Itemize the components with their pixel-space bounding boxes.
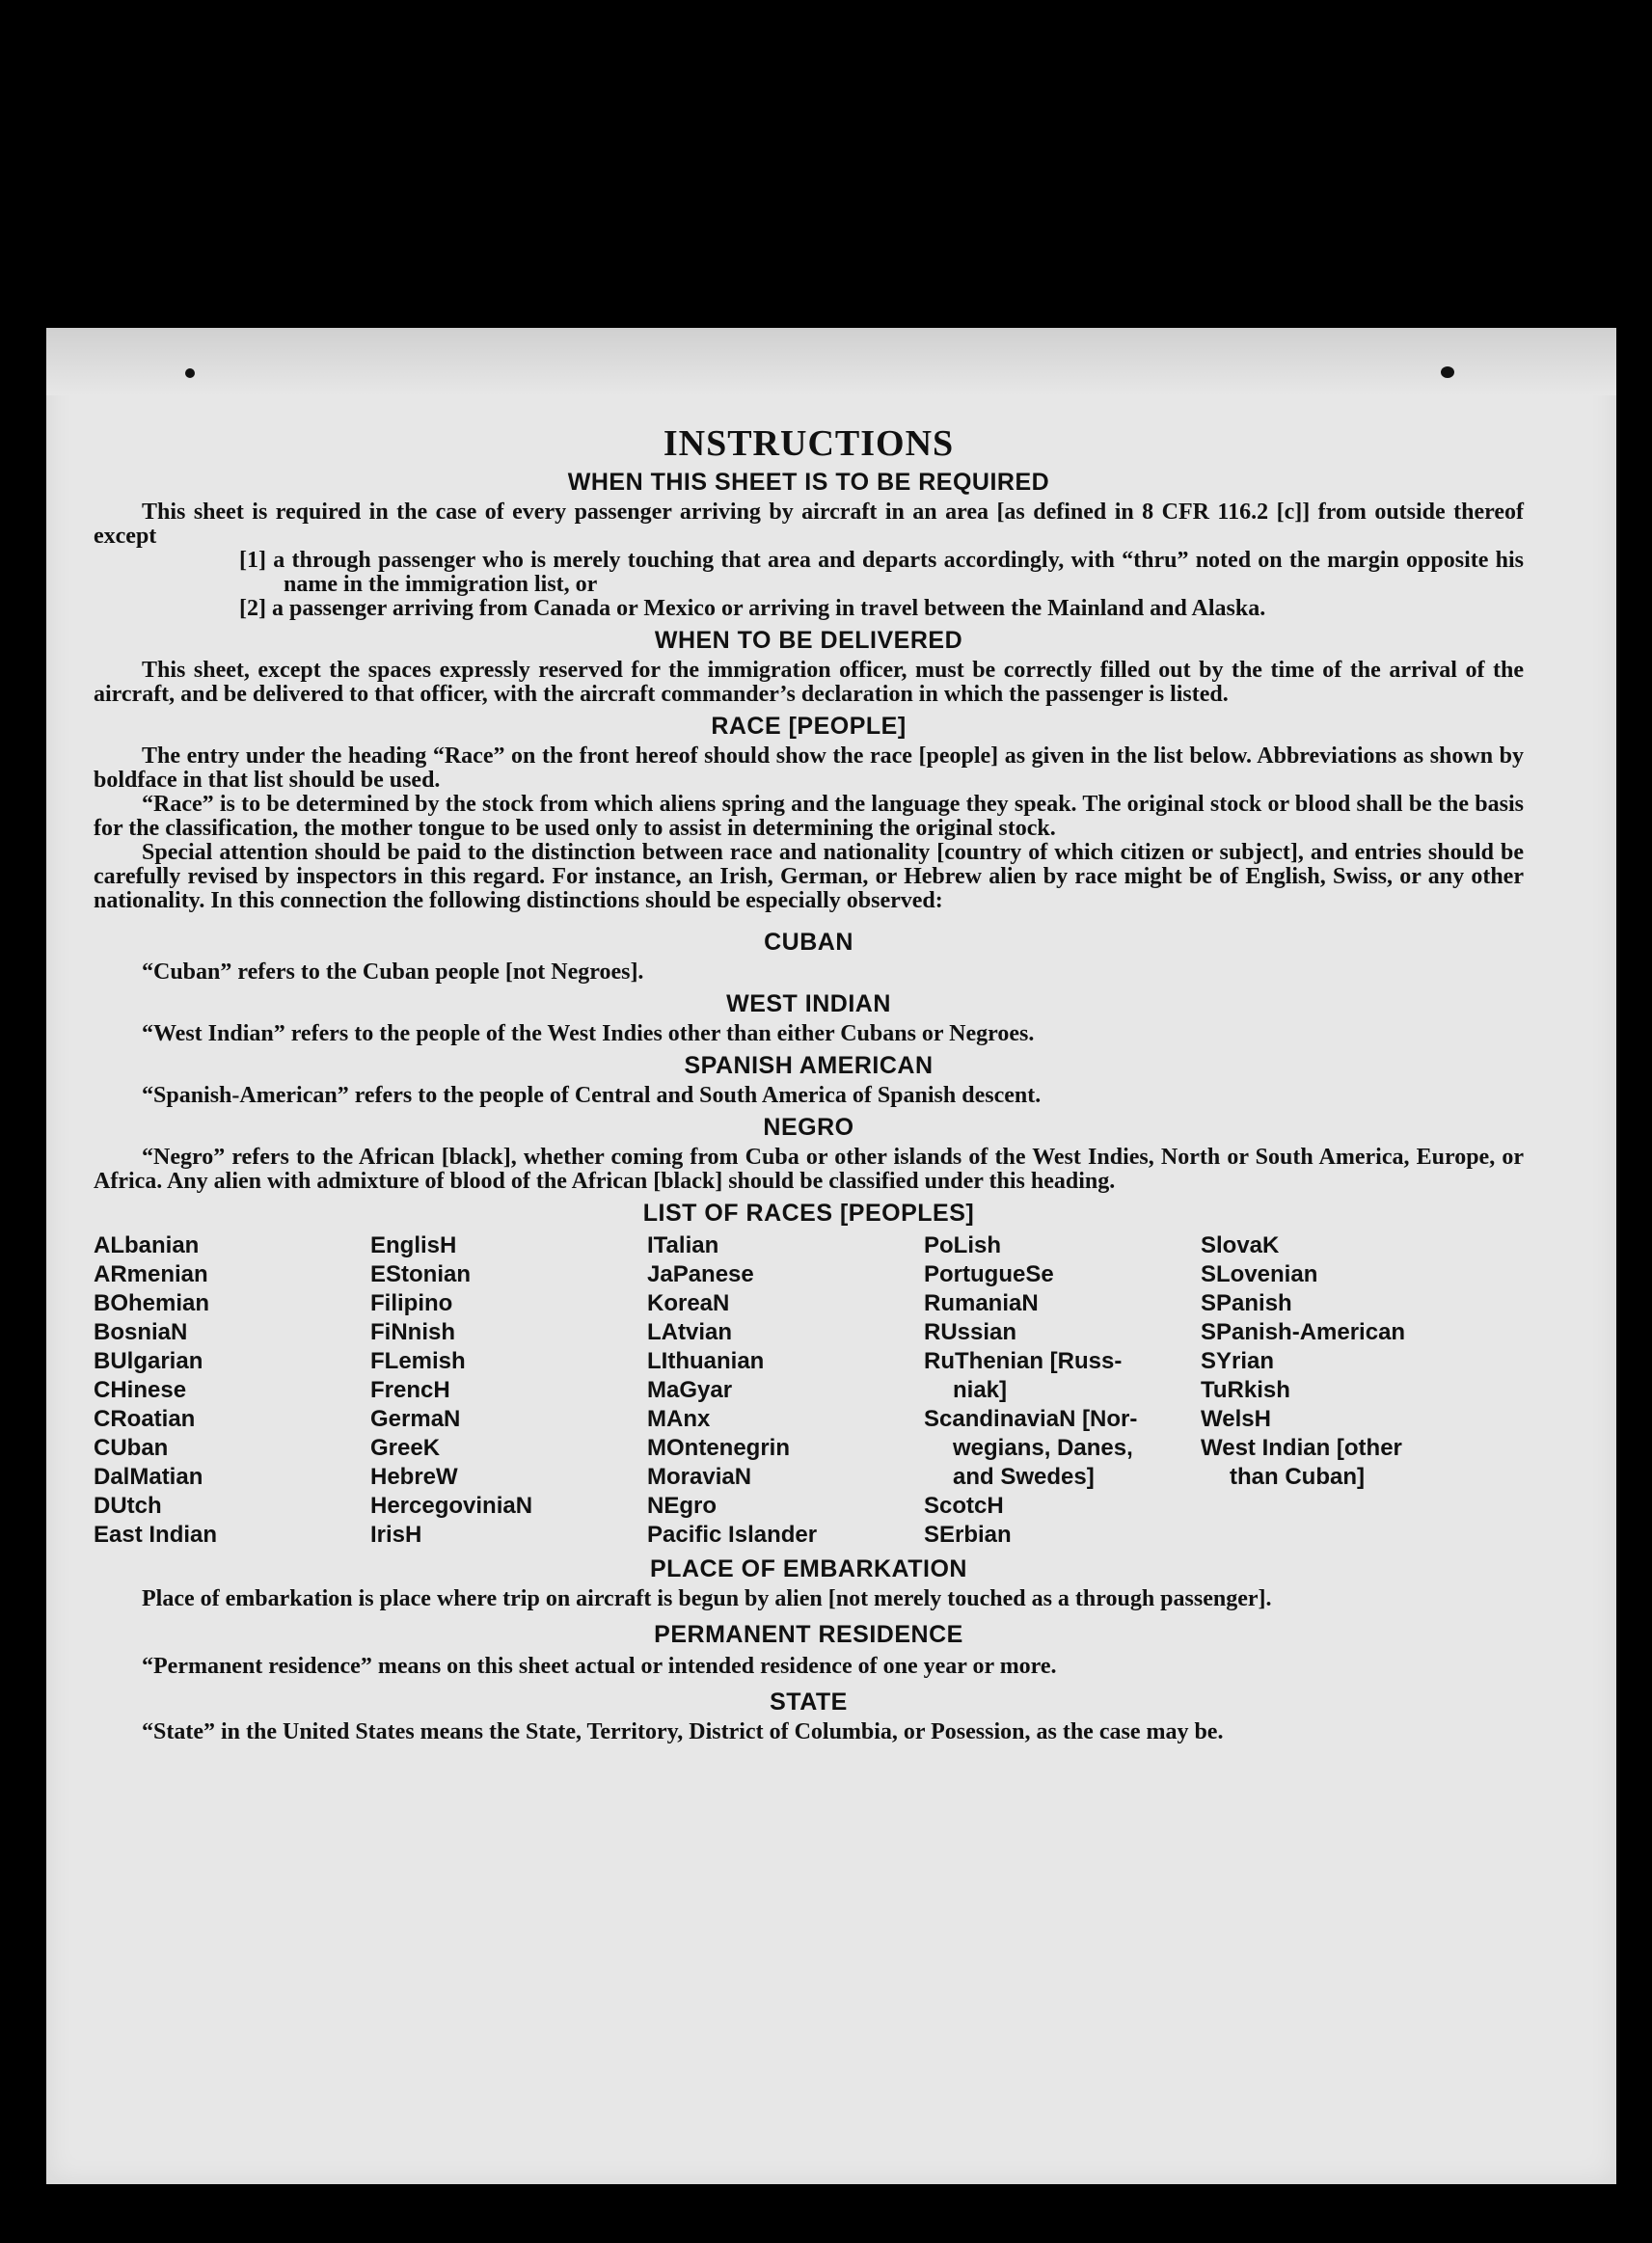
race-entry: CRoatian xyxy=(94,1406,196,1432)
race-paragraph-1: The entry under the heading “Race” on the front hereof should show the race [people] as given in the list below. Abbreviations as shown by boldface in that list should be used. xyxy=(94,743,1524,793)
race-entry: MoraviaN xyxy=(647,1464,752,1490)
race-paragraph-2: “Race” is to be determined by the stock from which aliens spring and the language they speak. The original stock or blood shall be the basis for the classification, the mother tongue to be used only to assist in determining the original stock. xyxy=(94,792,1524,841)
race-entry: WelsH xyxy=(1201,1406,1271,1432)
race-entry: SYrian xyxy=(1201,1348,1275,1374)
negro-text: “Negro” refers to the African [black], whether coming from Cuba or other islands of the West Indies, North or South America, Europe, or Africa. Any alien with admixture of blood of the African [black] should be classified under this heading. xyxy=(94,1145,1524,1194)
heading-race: RACE [PEOPLE] xyxy=(711,713,907,740)
heading-embarkation: PLACE OF EMBARKATION xyxy=(650,1555,967,1582)
race-entry: IrisH xyxy=(370,1522,422,1548)
race-paragraph-3: Special attention should be paid to the distinction between race and nationality [country of which citizen or subject], and entries should be carefully revised by inspectors in this regard. For instance, an Irish, German, or Hebrew alien by race might be of English, Swiss, or any other nationality. In this connection the following distinctions should be especially observed: xyxy=(94,840,1524,913)
race-entry: ScandinaviaN [Nor- xyxy=(924,1406,1138,1432)
instructions-content xyxy=(94,403,1524,1744)
races-column-5 xyxy=(1201,1231,1477,1550)
race-entry: SErbian xyxy=(924,1522,1012,1548)
race-entry: SLovenian xyxy=(1201,1261,1318,1287)
race-entry: ITalian xyxy=(647,1232,719,1258)
race-entry: ARmenian xyxy=(94,1261,208,1287)
races-column-2 xyxy=(370,1231,647,1550)
race-entry: GreeK xyxy=(370,1435,441,1461)
staple-hole xyxy=(185,368,195,378)
race-entry: TuRkish xyxy=(1201,1377,1290,1403)
race-entry: MaGyar xyxy=(647,1377,733,1403)
heading-spanish-american: SPANISH AMERICAN xyxy=(684,1052,934,1079)
race-entry-continued: than Cuban] xyxy=(1230,1464,1365,1490)
state-text: “State” in the United States means the State, Territory, District of Columbia, or Posession, as the case may be. xyxy=(142,1719,1224,1744)
cuban-text: “Cuban” refers to the Cuban people [not Negroes]. xyxy=(142,959,644,985)
heading-required: WHEN THIS SHEET IS TO BE REQUIRED xyxy=(567,469,1050,496)
west-indian-text: “West Indian” refers to the people of the West Indies other than either Cubans or Negroes. xyxy=(142,1021,1035,1046)
race-entry: CUban xyxy=(94,1435,169,1461)
race-entry: ALbanian xyxy=(94,1232,200,1258)
race-entry: NEgro xyxy=(647,1493,717,1519)
race-entry: EnglisH xyxy=(370,1232,457,1258)
races-column-3 xyxy=(647,1231,924,1550)
race-entry: ScotcH xyxy=(924,1493,1004,1519)
race-entry: BOhemian xyxy=(94,1290,210,1316)
heading-cuban: CUBAN xyxy=(764,929,853,956)
race-entry: SPanish-American xyxy=(1201,1319,1406,1345)
sheet-top-edge xyxy=(46,328,1616,395)
race-entry: MAnx xyxy=(647,1406,711,1432)
race-entry: GermaN xyxy=(370,1406,461,1432)
race-entry: RuThenian [Russ- xyxy=(924,1348,1123,1374)
race-entry: SlovaK xyxy=(1201,1232,1280,1258)
heading-residence: PERMANENT RESIDENCE xyxy=(654,1621,963,1648)
heading-list-of-races: LIST OF RACES [PEOPLES] xyxy=(642,1200,975,1227)
race-entry-continued: and Swedes] xyxy=(953,1464,1095,1490)
race-entry: FLemish xyxy=(370,1348,466,1374)
race-entry: FiNnish xyxy=(370,1319,455,1345)
race-entry: East Indian xyxy=(94,1522,218,1548)
residence-text: “Permanent residence” means on this sheet actual or intended residence of one year or more. xyxy=(142,1654,1057,1679)
race-entry: PoLish xyxy=(924,1232,1002,1258)
race-entry: Pacific Islander xyxy=(647,1522,818,1548)
race-entry: RumaniaN xyxy=(924,1290,1039,1316)
race-entry: HercegoviniaN xyxy=(370,1493,533,1519)
race-entry: FrencH xyxy=(370,1377,450,1403)
race-entry: BUlgarian xyxy=(94,1348,203,1374)
race-entry: PortugueSe xyxy=(924,1261,1054,1287)
race-entry: West Indian [other xyxy=(1201,1435,1402,1461)
race-entry: MOntenegrin xyxy=(647,1435,790,1461)
heading-state: STATE xyxy=(770,1689,848,1716)
race-entry: LIthuanian xyxy=(647,1348,765,1374)
race-entry: EStonian xyxy=(370,1261,472,1287)
race-entry: DUtch xyxy=(94,1493,162,1519)
spanish-american-text: “Spanish-American” refers to the people of Central and South America of Spanish descent. xyxy=(142,1083,1042,1108)
race-entry: CHinese xyxy=(94,1377,187,1403)
required-item-1: [1] a through passenger who is merely touching that area and departs accordingly, with “thru” noted on the margin opposite his name in the immigration list, or xyxy=(239,548,1524,597)
race-entry-continued: wegians, Danes, xyxy=(953,1435,1133,1461)
required-intro: This sheet is required in the case of every passenger arriving by aircraft in an area [as defined in 8 CFR 116.2 [c]] from outside thereof except xyxy=(94,500,1524,549)
race-entry: SPanish xyxy=(1201,1290,1292,1316)
heading-delivered: WHEN TO BE DELIVERED xyxy=(654,627,963,654)
races-list xyxy=(94,1231,1524,1550)
page-title: INSTRUCTIONS xyxy=(663,423,955,464)
race-entry: RUssian xyxy=(924,1319,1017,1345)
staple-hole xyxy=(1441,366,1454,378)
races-column-1 xyxy=(94,1231,370,1550)
race-entry: Filipino xyxy=(370,1290,453,1316)
heading-west-indian: WEST INDIAN xyxy=(726,990,891,1017)
race-entry-continued: niak] xyxy=(953,1377,1008,1403)
required-item-2: [2] a passenger arriving from Canada or Mexico or arriving in travel between the Mainland and Alaska. xyxy=(239,596,1266,621)
embarkation-text: Place of embarkation is place where trip on aircraft is begun by alien [not merely touched as a through passenger]. xyxy=(142,1586,1272,1611)
race-entry: BosniaN xyxy=(94,1319,188,1345)
race-entry: JaPanese xyxy=(647,1261,754,1287)
races-column-4 xyxy=(924,1231,1201,1550)
race-entry: HebreW xyxy=(370,1464,458,1490)
race-entry: DalMatian xyxy=(94,1464,203,1490)
race-entry: KoreaN xyxy=(647,1290,730,1316)
race-entry: LAtvian xyxy=(647,1319,733,1345)
delivered-text: This sheet, except the spaces expressly reserved for the immigration officer, must be correctly filled out by the time of the arrival of the aircraft, and be delivered to that officer, with the aircraft commander’s declaration in which the passenger is listed. xyxy=(94,658,1524,707)
heading-negro: NEGRO xyxy=(763,1114,854,1141)
